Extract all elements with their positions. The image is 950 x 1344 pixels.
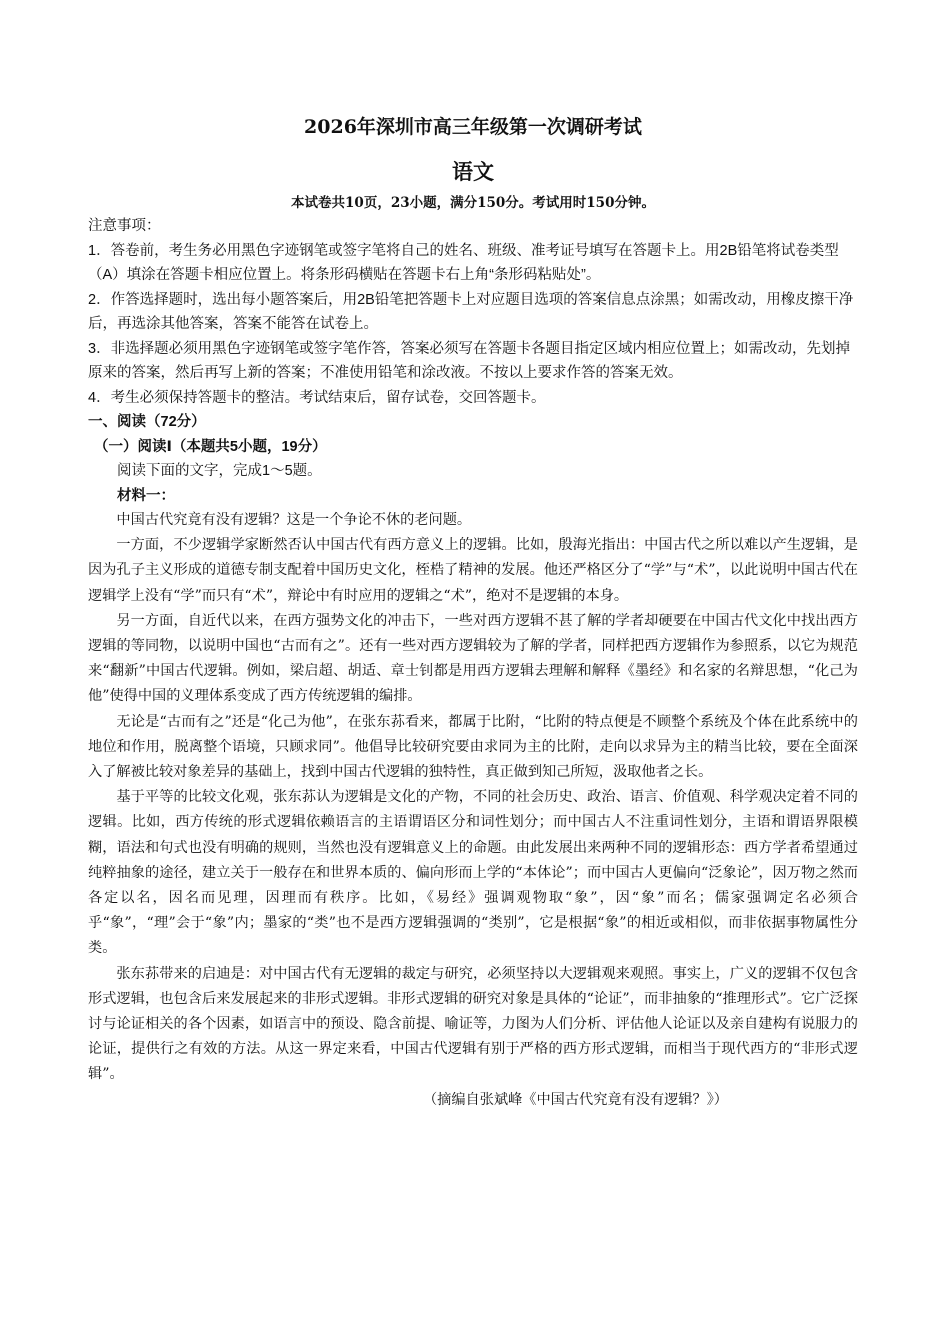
section-heading: 一、阅读（72分） bbox=[88, 414, 206, 430]
passage-source: （摘编自张斌峰《中国古代究竟有没有逻辑？》） bbox=[422, 1091, 728, 1108]
passage-paragraph: 一方面，不少逻辑学家断然否认中国古代有西方意义上的逻辑。比如，殷海光指出：中国古代之所以难以产生逻辑，是因为孔子主义形成的道德专制支配着中国历史文化，桎梏了精神的发展。他还严格区分了“学”与“术”，以此说明中国古代在逻辑学上没有“学”而只有“术”，辩论中有时应用的逻辑之“术”，绝对不是逻辑的本身。 bbox=[88, 537, 858, 604]
exam-info: 本试卷共10页，23小题，满分150分。考试用时150分钟。 bbox=[291, 195, 655, 211]
subject-title: 语文 bbox=[452, 159, 494, 184]
note-item: 1．答卷前，考生务必用黑色字迹钢笔或签字笔将自己的姓名、班级、准考证号填写在答题卡上。用2B铅笔将试卷类型（A）填涂在答题卡相应位置上。将条形码横贴在答题卡右上角“条形码粘贴处”。 bbox=[88, 242, 839, 283]
exam-page bbox=[88, 112, 858, 1113]
note-item: 3．非选择题必须用黑色字迹钢笔或签字笔作答，答案必须写在答题卡各题目指定区域内相应位置上；如需改动，先划掉原来的答案，然后再写上新的答案；不准使用铅笔和涂改液。不按以上要求作答的答案无效。 bbox=[88, 340, 851, 381]
note-item: 4．考生必须保持答题卡的整洁。考试结束后，留存试卷，交回答题卡。 bbox=[88, 389, 546, 406]
note-item: 2．作答选择题时，选出每小题答案后，用2B铅笔把答题卡上对应题目选项的答案信息点涂黑；如需改动，用橡皮擦干净后，再选涂其他答案，答案不能答在试卷上。 bbox=[88, 291, 854, 332]
passage-paragraph: 无论是“古而有之”还是“化己为他”，在张东荪看来，都属于比附，“比附的特点便是不顾整个系统及个体在此系统中的地位和作用，脱离整个语境，只顾求同”。他倡导比较研究要由求同为主的比附，走向以求异为主的精当比较，要在全面深入了解被比较对象差异的基础上，找到中国古代逻辑的独特性，真正做到知己所短，汲取他者之长。 bbox=[88, 713, 858, 781]
reading-passage bbox=[88, 508, 858, 1088]
subsection-heading: （一）阅读Ⅰ（本题共5小题，19分） bbox=[94, 438, 327, 455]
passage-paragraph: 张东荪带来的启迪是：对中国古代有无逻辑的裁定与研究，必须坚持以大逻辑观来观照。事实上，广义的逻辑不仅包含形式逻辑，也包含后来发展起来的非形式逻辑。非形式逻辑的研究对象是具体的“论证”，而非抽象的“推理形式”。它广泛探讨与论证相关的各个因素，如语言中的预设、隐含前提、喻证等，力图为人们分析、评估他人论证以及亲自建构有说服力的论证，提供行之有效的方法。从这一界定来看，中国古代逻辑有别于严格的西方形式逻辑，而相当于现代西方的“非形式逻辑”。 bbox=[88, 965, 858, 1083]
exam-title: 2026年深圳市高三年级第一次调研考试 bbox=[304, 116, 642, 138]
notes-block bbox=[88, 214, 858, 410]
notes-heading: 注意事项： bbox=[88, 218, 161, 234]
passage-paragraph: 中国古代究竟有没有逻辑？这是一个争论不休的老问题。 bbox=[116, 512, 472, 528]
passage-paragraph: 基于平等的比较文化观，张东荪认为逻辑是文化的产物，不同的社会历史、政治、语言、价值观、科学观决定着不同的逻辑。比如，西方传统的形式逻辑依赖语言的主语谓语区分和词性划分；而中国古人不注重词性划分，主语和谓语界限模糊，语法和句式也没有明确的规则，当然也没有逻辑意义上的命题。由此发展出来两种不同的逻辑形态：西方学者希望通过纯粹抽象的途径，建立关于一般存在和世界本质的、偏向形而上学的“本体论”；而中国古人更偏向“泛象论”，因万物之然而各定以名，因名而见理，因理而有秩序。比如，《易经》强调观物取“象”，因“象”而名；儒家强调定名必须合乎“象”，“理”会于“象”内；墨家的“类”也不是西方逻辑强调的“类别”，它是根据“象”的相近或相似，而非依据事物属性分类。 bbox=[88, 789, 858, 957]
reading-instruction: 阅读下面的文字，完成1～5题。 bbox=[117, 463, 322, 479]
passage-paragraph: 另一方面，自近代以来，在西方强势文化的冲击下，一些对西方逻辑不甚了解的学者却硬要在中国古代文化中找出西方逻辑的等同物，以说明中国也“古而有之”。还有一些对西方逻辑较为了解的学者，同样把西方逻辑作为参照系，以它为规范来“翻新”中国古代逻辑。例如，梁启超、胡适、章士钊都是用西方逻辑去理解和解释《墨经》和名家的名辩思想，“化己为他”使得中国的义理体系变成了西方传统逻辑的编排。 bbox=[88, 612, 858, 705]
material-label: 材料一： bbox=[117, 487, 175, 504]
